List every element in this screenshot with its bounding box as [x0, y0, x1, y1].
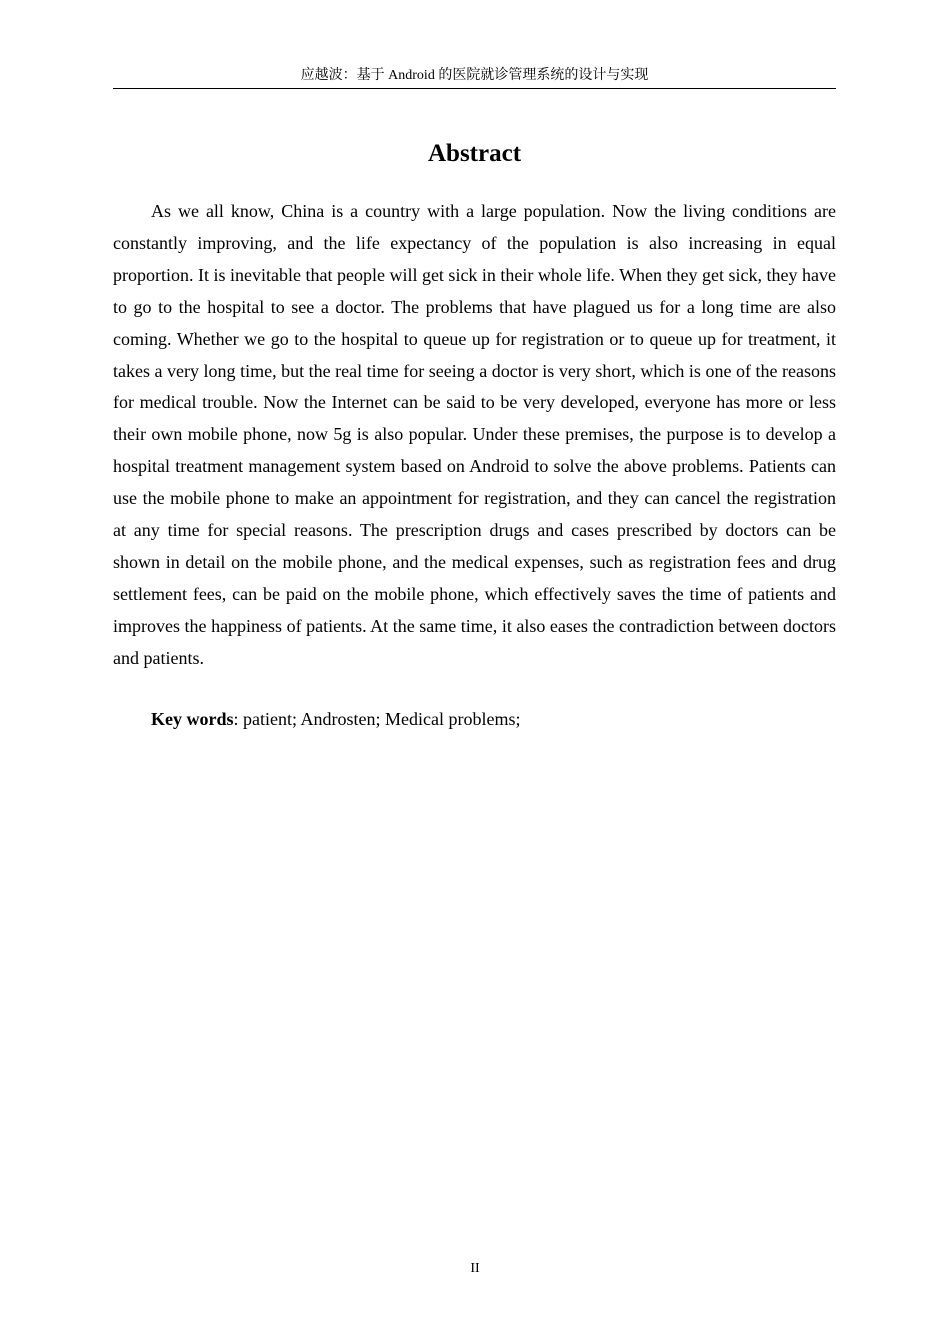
abstract-title: Abstract	[427, 140, 522, 167]
keywords-text: : patient; Androsten; Medical problems;	[233, 709, 521, 729]
page-number: II	[470, 1261, 480, 1276]
abstract-paragraph: As we all know, China is a country with a large population. Now the living conditions are constantly improving, and the life expectancy of the population is also increasing in equal proportion. It is inevitable that people will get sick in their whole life. When they get sick, they have to go to the hospital to see a doctor. The problems that have plagued us for a long time are also coming. Whether we go to the hospital to queue up for registration or to queue up for treatment, it takes a very long time, but the real time for seeing a doctor is very short, which is one of the reasons for medical trouble. Now the Internet can be said to be very developed, everyone has more or less their own mobile phone, now 5g is also popular. Under these premises, the purpose is to develop a hospital treatment management system based on Android to solve the above problems. Patients can use the mobile phone to make an appointment for registration, and they can cancel the registration at any time for special reasons. The prescription drugs and cases prescribed by doctors can be shown in detail on the mobile phone, and the medical expenses, such as registration fees and drug settlement fees, can be paid on the mobile phone, which effectively saves the time of patients and improves the happiness of patients. At the same time, it also eases the contradiction between doctors and patients.	[113, 201, 836, 668]
running-title: 应越波：基于 Android 的医院就诊管理系统的设计与实现	[300, 68, 649, 83]
keywords-line	[113, 704, 836, 734]
keywords-label: Key words	[151, 709, 234, 729]
running-header	[113, 66, 836, 89]
